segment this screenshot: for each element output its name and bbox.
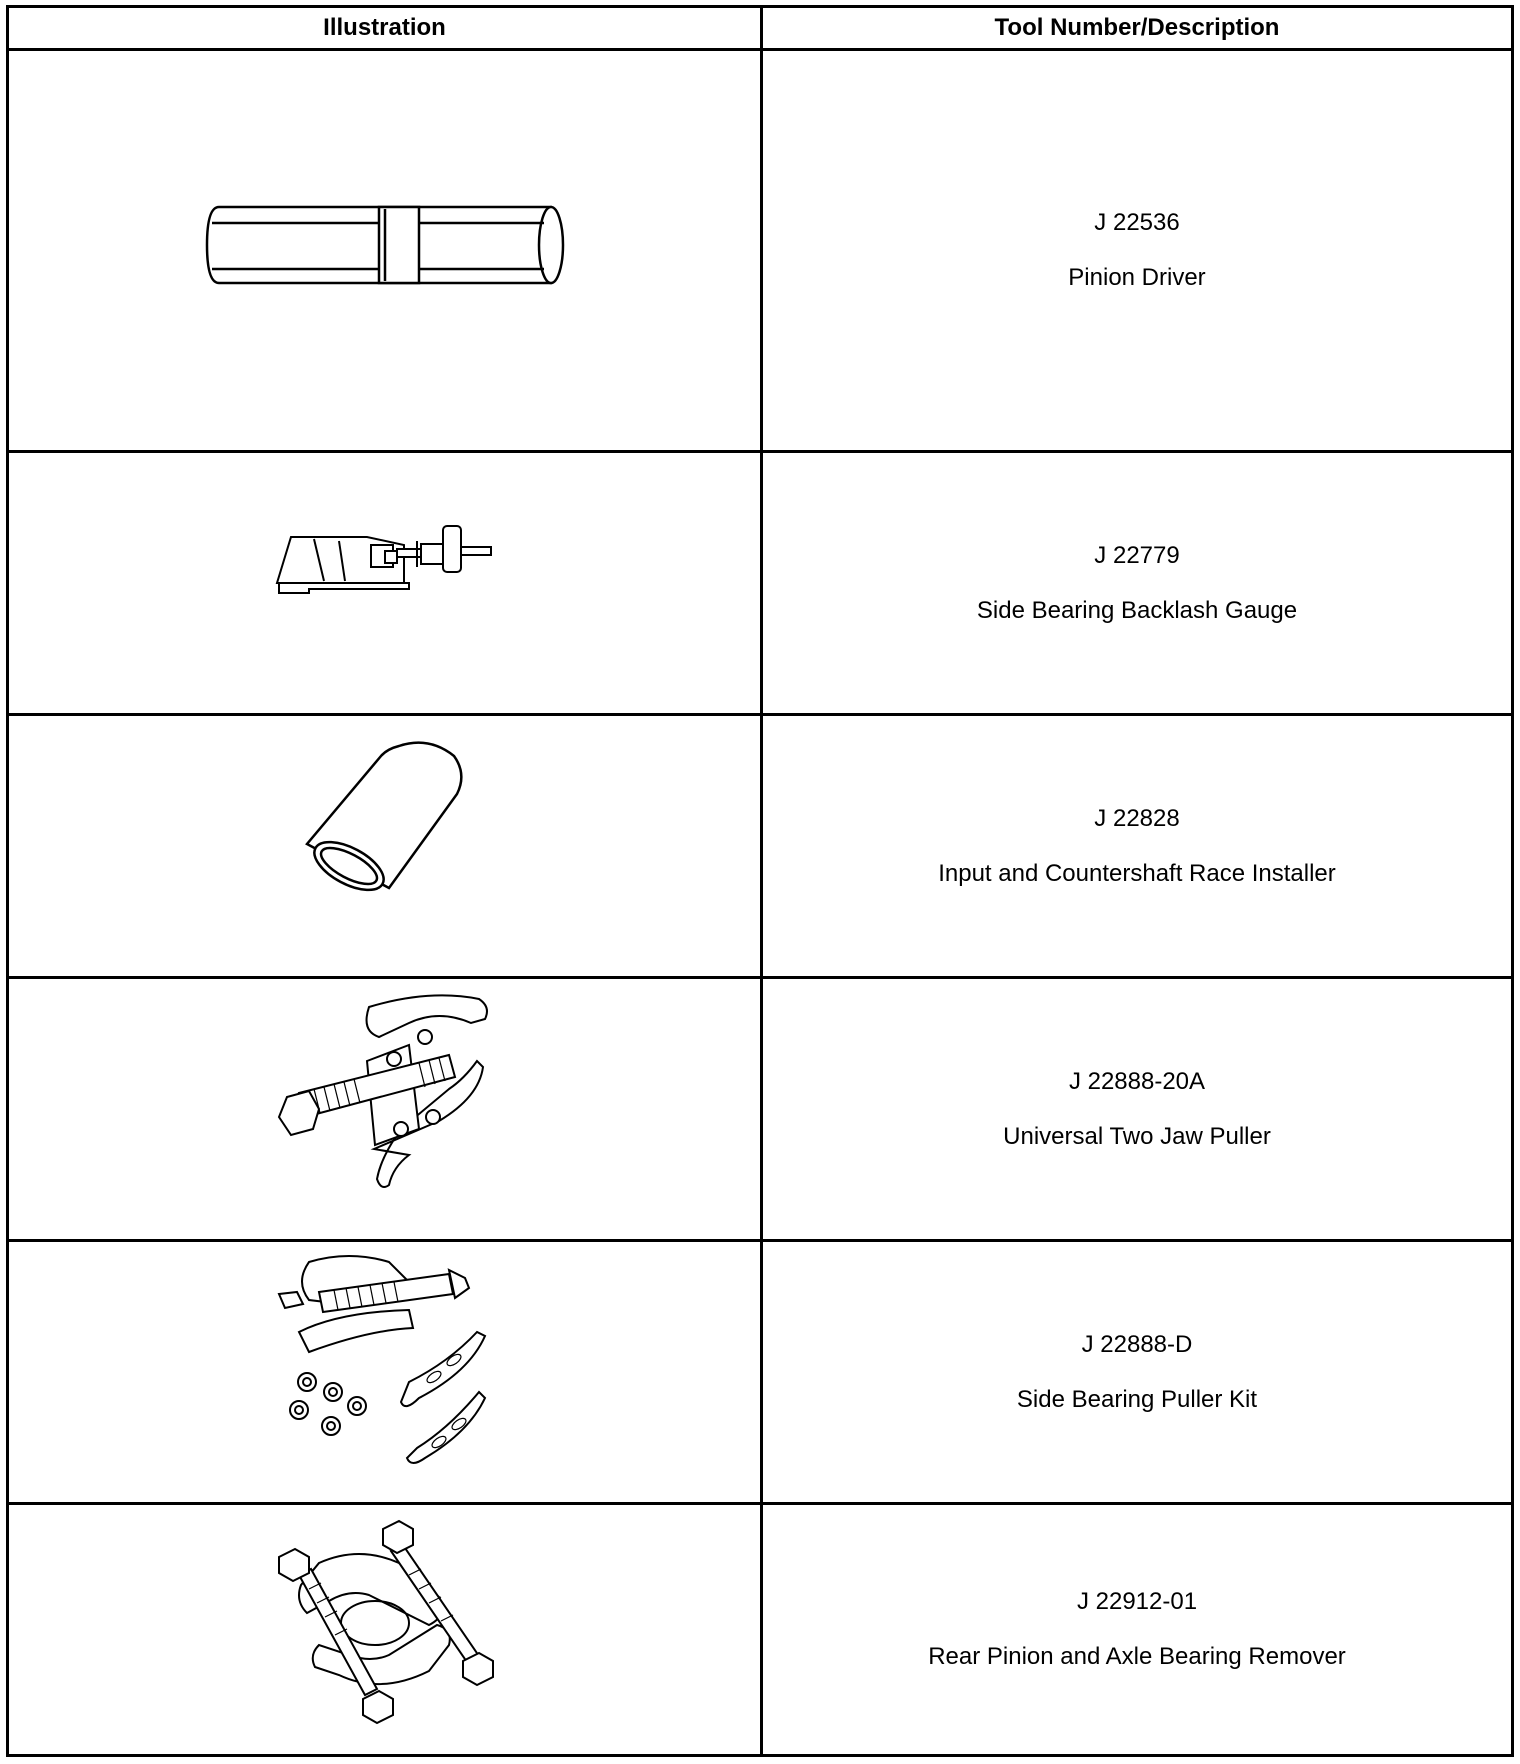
illustration-cell xyxy=(9,1505,760,1754)
two-jaw-puller-icon xyxy=(9,979,760,1239)
table-row xyxy=(9,51,1511,453)
tool-name: Pinion Driver xyxy=(1068,264,1206,291)
tool-number: J 22828 xyxy=(1094,804,1180,832)
tool-number: J 22536 xyxy=(1094,209,1180,236)
tool-name: Universal Two Jaw Puller xyxy=(1003,1122,1271,1150)
backlash-gauge-icon xyxy=(9,453,760,713)
table-row xyxy=(9,453,1511,716)
bearing-remover-icon xyxy=(9,1505,760,1754)
tool-table xyxy=(6,5,1514,1757)
tool-name: Side Bearing Backlash Gauge xyxy=(976,596,1298,624)
tool-number: J 22888-20A xyxy=(1068,1067,1206,1095)
tool-description-cell xyxy=(763,1242,1511,1502)
race-installer-icon xyxy=(9,716,760,976)
illustration-cell xyxy=(9,51,760,450)
header-illustration: Illustration xyxy=(323,14,446,41)
table-row xyxy=(9,1242,1511,1505)
table-row xyxy=(9,1505,1511,1754)
table-row xyxy=(9,979,1511,1242)
tool-description-cell xyxy=(763,979,1511,1239)
pinion-driver-icon xyxy=(9,51,760,450)
table-header xyxy=(9,8,1511,51)
tool-name: Side Bearing Puller Kit xyxy=(1016,1385,1258,1413)
header-tool-description: Tool Number/Description xyxy=(994,14,1280,41)
illustration-cell xyxy=(9,979,760,1239)
tool-number: J 22888-D xyxy=(1081,1330,1193,1358)
tool-number: J 22912-01 xyxy=(1076,1588,1198,1615)
illustration-cell xyxy=(9,453,760,713)
tool-description-cell xyxy=(763,716,1511,976)
illustration-cell xyxy=(9,1242,760,1502)
tool-description-cell xyxy=(763,51,1511,450)
tool-name: Input and Countershaft Race Installer xyxy=(938,859,1336,887)
tool-description-cell xyxy=(763,453,1511,713)
tool-name: Rear Pinion and Axle Bearing Remover xyxy=(928,1643,1346,1670)
puller-kit-icon xyxy=(9,1242,760,1502)
tool-number: J 22779 xyxy=(1094,541,1180,569)
illustration-cell xyxy=(9,716,760,976)
table-row xyxy=(9,716,1511,979)
tool-description-cell xyxy=(763,1505,1511,1754)
